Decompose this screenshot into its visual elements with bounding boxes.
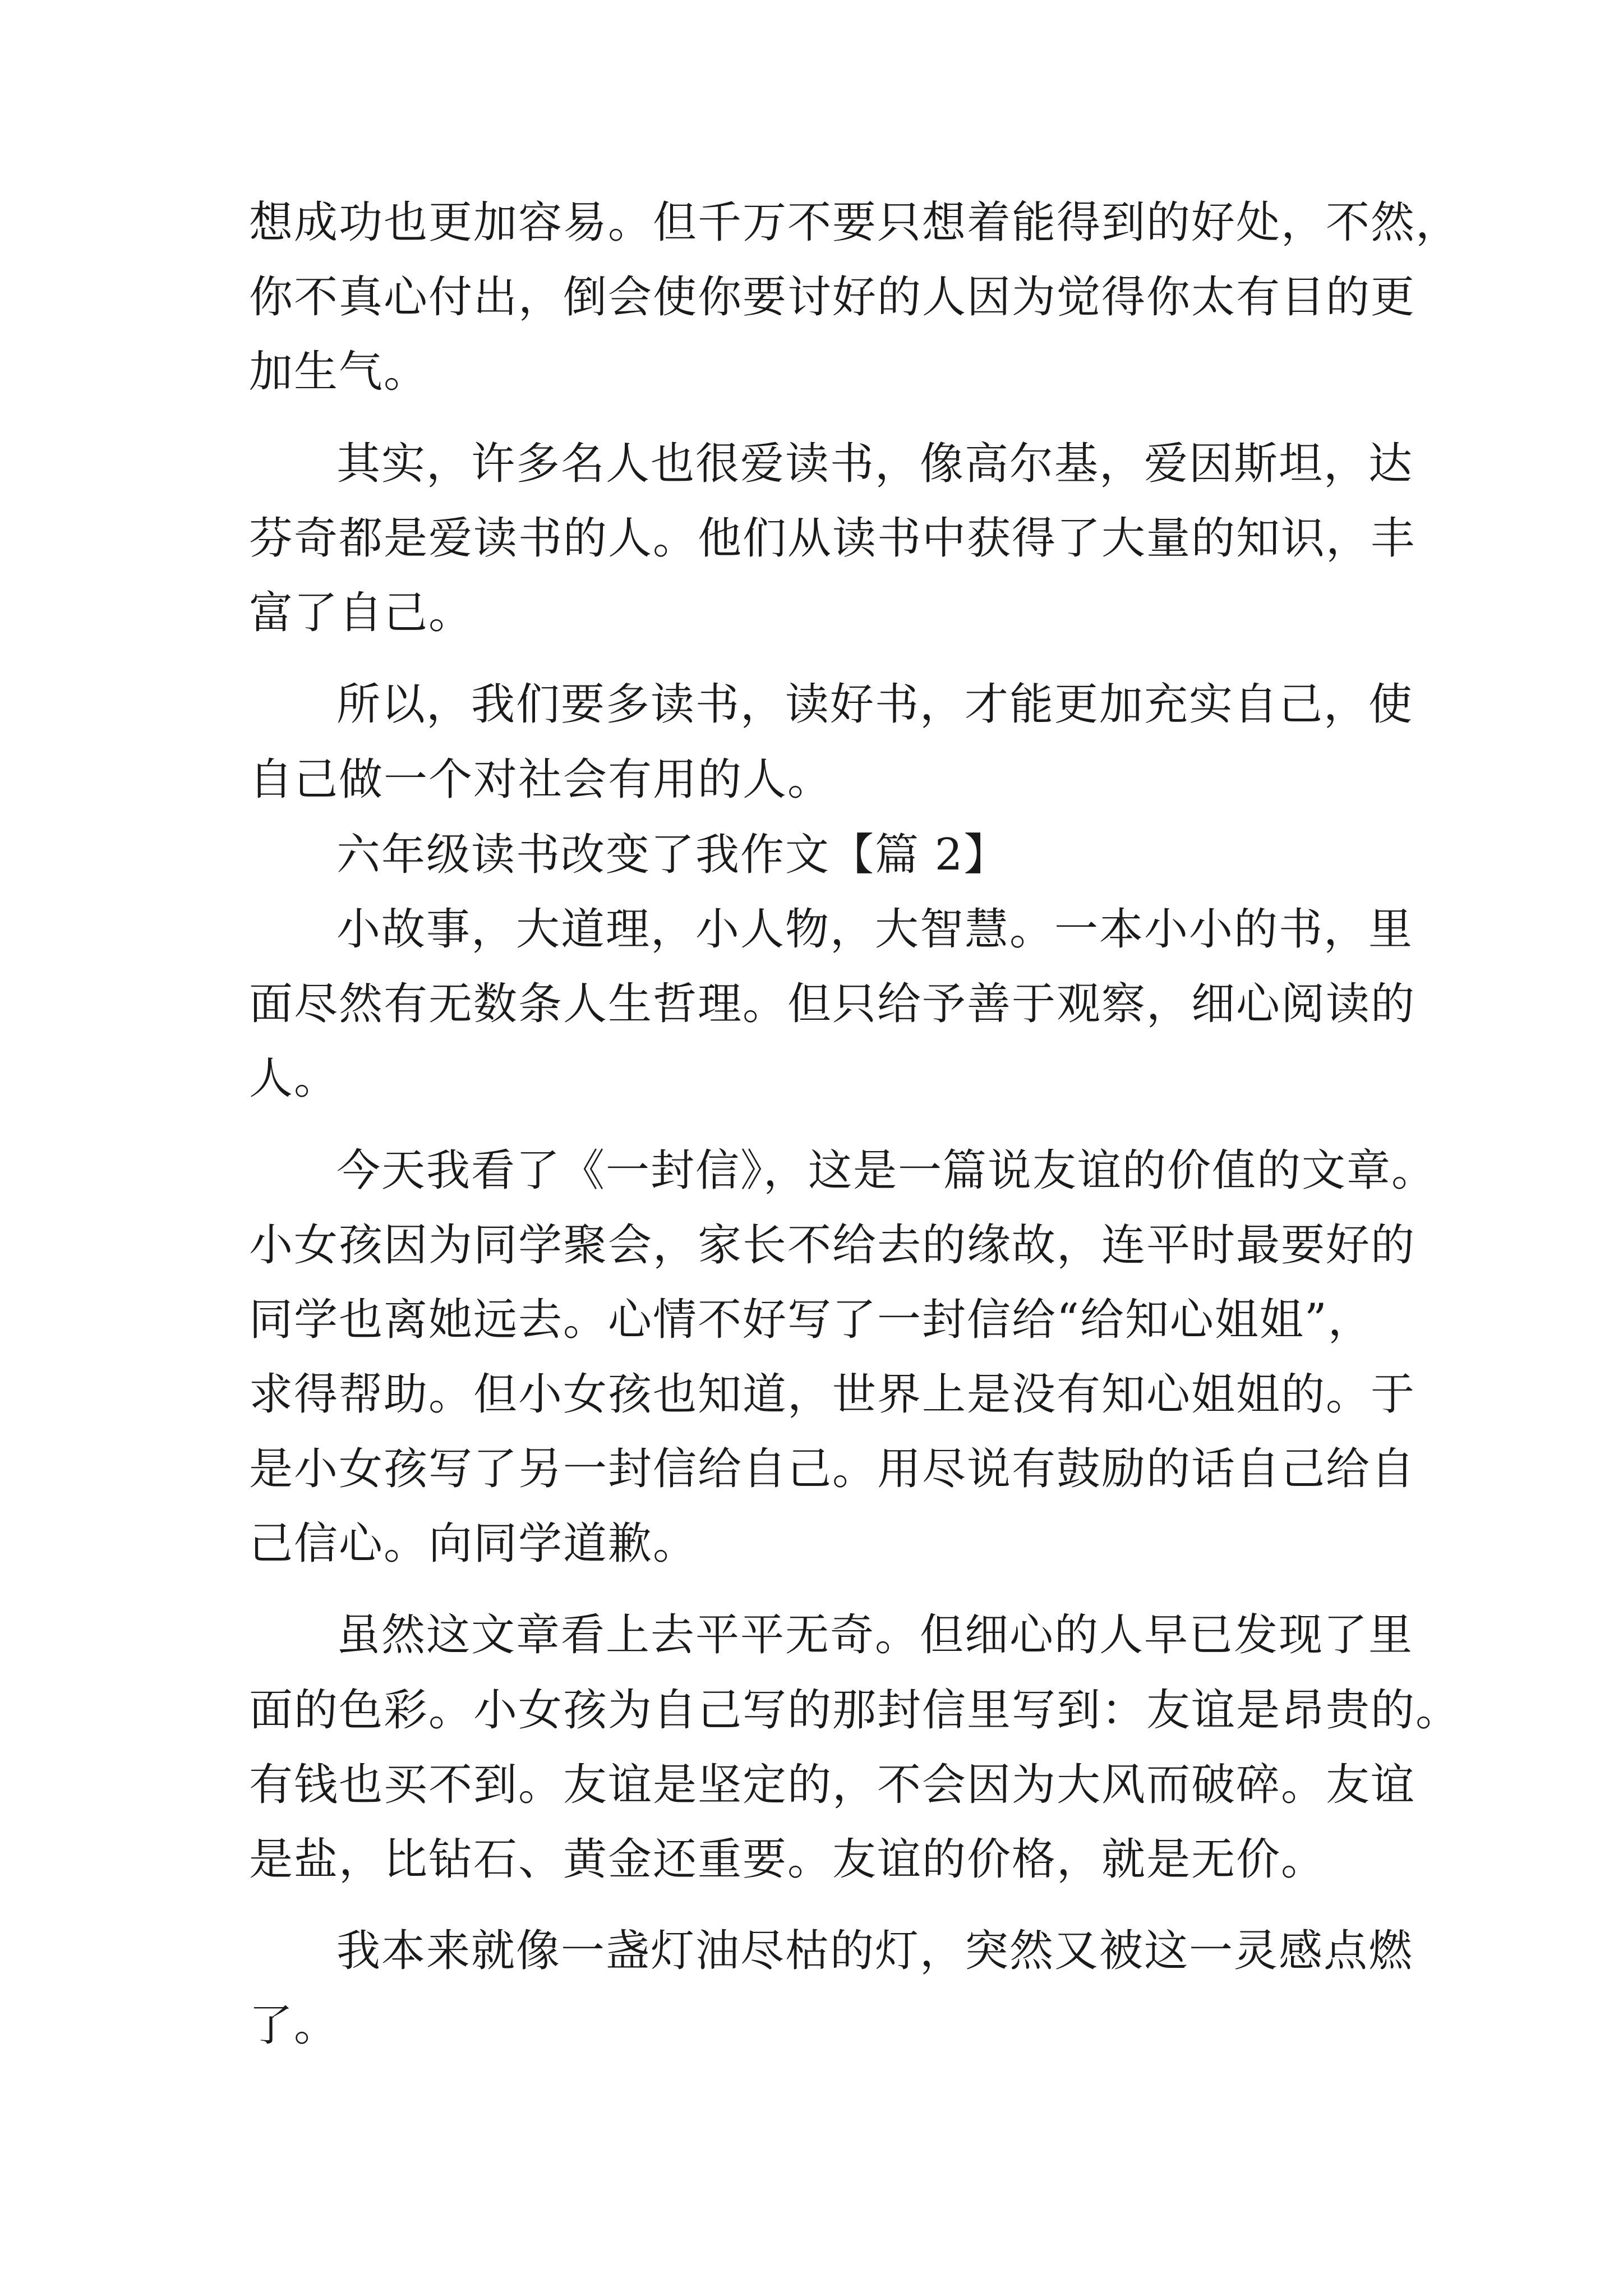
- section-heading: 六年级读书改变了我作文【篇 2】: [336, 830, 1009, 880]
- paragraph-start-line: 我本来就像一盏灯油尽枯的灯，突然又被这一灵感点燃: [336, 1926, 1414, 1976]
- text-line: 你不真心付出，倒会使你要讨好的人因为觉得你太有目的更: [249, 272, 1416, 323]
- text-line: 富了自己。: [249, 588, 474, 638]
- text-line: 是盐，比钻石、黄金还重要。友谊的价格，就是无价。: [249, 1834, 1326, 1885]
- text-line: 小女孩因为同学聚会，家长不给去的缘故，连平时最要好的: [249, 1220, 1416, 1271]
- text-line: 想成功也更加容易。但千万不要只想着能得到的好处，不然，: [249, 197, 1461, 248]
- text-line: 有钱也买不到。友谊是坚定的，不会因为大风而破碎。友谊: [249, 1760, 1416, 1810]
- text-line: 芬奇都是爱读书的人。他们从读书中获得了大量的知识，丰: [249, 513, 1416, 564]
- text-line: 人。: [249, 1053, 339, 1104]
- paragraph-start-line: 今天我看了《一封信》，这是一篇说友谊的价值的文章。: [336, 1145, 1437, 1196]
- text-line: 同学也离她远去。心情不好写了一封信给“给知心姐姐”，: [249, 1295, 1373, 1345]
- paragraph-start-line: 所以，我们要多读书，读好书，才能更加充实自己，使: [336, 679, 1414, 730]
- text-line: 求得帮助。但小女孩也知道，世界上是没有知心姐姐的。于: [249, 1369, 1416, 1420]
- text-line: 了。: [249, 2000, 339, 2051]
- paragraph-start-line: 其实，许多名人也很爱读书，像高尔基，爱因斯坦，达: [336, 439, 1414, 489]
- paragraph-start-line: 小故事，大道理，小人物，大智慧。一本小小的书，里: [336, 904, 1414, 955]
- paragraph-start-line: 虽然这文章看上去平平无奇。但细心的人早已发现了里: [336, 1610, 1414, 1660]
- text-line: 己信心。向同学道歉。: [249, 1519, 698, 1569]
- text-line: 是小女孩写了另一封信给自己。用尽说有鼓励的话自己给自: [249, 1444, 1416, 1494]
- text-line: 面的色彩。小女孩为自己写的那封信里写到：友谊是昂贵的。: [249, 1685, 1461, 1736]
- text-line: 加生气。: [249, 347, 429, 397]
- text-line: 自己做一个对社会有用的人。: [249, 754, 833, 805]
- text-line: 面尽然有无数条人生哲理。但只给予善于观察，细心阅读的: [249, 979, 1416, 1029]
